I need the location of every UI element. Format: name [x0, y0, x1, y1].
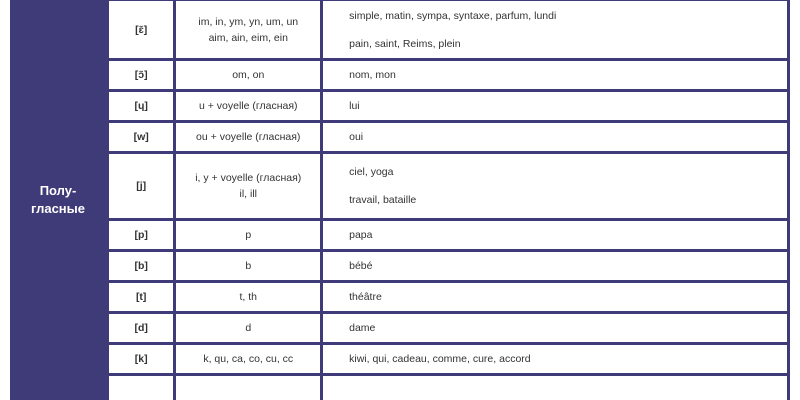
spelling-line: ou + voyelle (гласная) — [196, 131, 301, 143]
spelling-cell — [176, 154, 323, 221]
example-line: lui — [349, 100, 360, 112]
spelling-cell — [176, 283, 323, 314]
example-line: papa — [349, 229, 373, 241]
spelling-line: il, ill — [239, 188, 257, 200]
example-line: pain, saint, Reims, plein — [349, 37, 461, 50]
spelling-cell — [176, 61, 323, 92]
examples-cell — [323, 283, 790, 314]
examples-cell — [323, 61, 790, 92]
spelling-line: p — [245, 229, 252, 241]
spelling-cell — [176, 123, 323, 154]
table-row — [109, 92, 790, 123]
spelling-line: t, th — [239, 291, 257, 303]
sound-table — [106, 0, 790, 400]
table-row — [109, 345, 790, 376]
ipa-symbol-cell: [j] — [109, 154, 176, 221]
empty-cell — [323, 376, 790, 400]
spelling-line: u + voyelle (гласная) — [198, 100, 298, 112]
spelling-line: k, qu, ca, co, cu, cc — [203, 353, 294, 365]
examples-cell — [323, 252, 790, 283]
ipa-symbol-cell: [d] — [109, 314, 176, 345]
table-row — [109, 252, 790, 283]
ipa-symbol-cell: [ɔ̃] — [109, 61, 176, 92]
group-label-line-2: гласные — [31, 201, 85, 216]
ipa-symbol-cell: [t] — [109, 283, 176, 314]
spelling-cell — [176, 314, 323, 345]
ipa-symbol-cell: [ɥ] — [109, 92, 176, 123]
spelling-line: aim, ain, eim, ein — [208, 31, 288, 44]
examples-cell — [323, 154, 790, 221]
examples-cell — [323, 345, 790, 376]
example-line: simple, matin, sympa, syntaxe, parfum, lundi — [349, 9, 557, 22]
ipa-symbol-cell: [w] — [109, 123, 176, 154]
example-line: bébé — [349, 260, 373, 272]
table-row — [109, 123, 790, 154]
table-row — [109, 283, 790, 314]
table-row — [109, 61, 790, 92]
examples-cell — [323, 92, 790, 123]
table-row — [109, 154, 790, 221]
group-label-line-1: Полу- — [39, 183, 77, 198]
examples-cell — [323, 221, 790, 252]
table-row — [109, 1, 790, 61]
example-line: dame — [349, 322, 376, 334]
spelling-cell — [176, 92, 323, 123]
spelling-line: im, in, ym, yn, um, un — [198, 15, 299, 28]
spelling-cell — [176, 221, 323, 252]
spelling-cell — [176, 252, 323, 283]
examples-cell — [323, 123, 790, 154]
spelling-line: b — [245, 260, 252, 272]
example-line: nom, mon — [349, 69, 396, 81]
ipa-symbol-cell: [p] — [109, 221, 176, 252]
spelling-line: om, on — [232, 69, 265, 81]
example-line: ciel, yoga — [349, 166, 394, 178]
ipa-symbol-cell: [b] — [109, 252, 176, 283]
example-line: kiwi, qui, cadeau, comme, cure, accord — [349, 353, 531, 365]
ipa-symbol-cell: [k] — [109, 345, 176, 376]
empty-cell — [176, 376, 323, 400]
ipa-symbol-cell: [ɛ̃] — [109, 1, 176, 61]
examples-cell — [323, 1, 790, 61]
phonetics-table-frame — [10, 0, 790, 400]
table-row — [109, 376, 790, 400]
example-line: travail, bataille — [349, 194, 417, 206]
empty-cell — [109, 376, 176, 400]
spelling-line: d — [245, 322, 252, 334]
examples-cell — [323, 314, 790, 345]
table-row — [109, 314, 790, 345]
spelling-cell — [176, 1, 323, 61]
spelling-cell — [176, 345, 323, 376]
table-row — [109, 221, 790, 252]
spelling-line: i, y + voyelle (гласная) — [195, 172, 302, 184]
example-line: théâtre — [349, 291, 382, 303]
example-line: oui — [349, 131, 364, 143]
semivowels-group-label — [10, 0, 106, 400]
